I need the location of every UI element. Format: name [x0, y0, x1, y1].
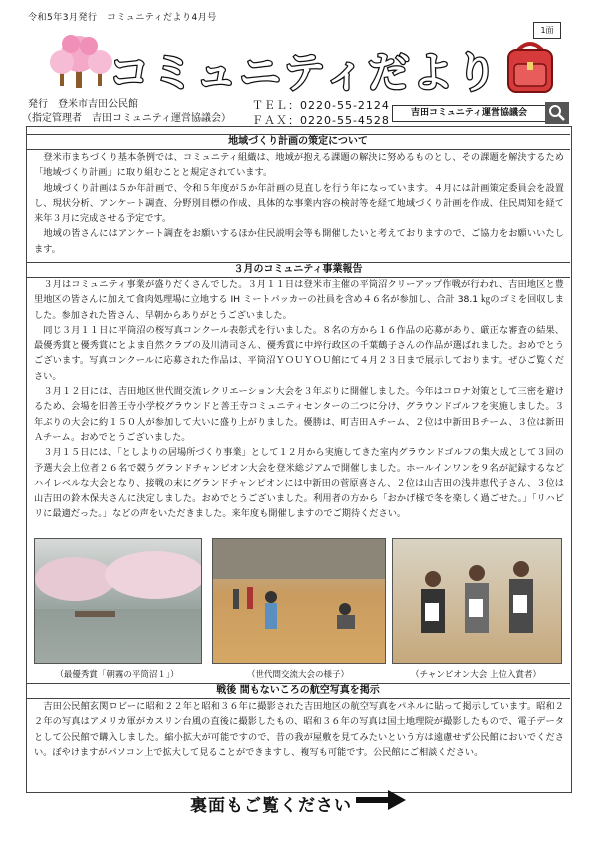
lake-photo: [34, 538, 202, 664]
org-badge: 吉田コミュニティ運営協議会: [392, 105, 546, 122]
search-icon: [545, 102, 569, 124]
gym-photo: [212, 538, 386, 664]
section-body-aerial: [34, 699, 564, 785]
newsletter-title: コミュニティだより: [108, 48, 500, 97]
photo-caption: （チャンピオン大会 上位入賞者）: [411, 670, 541, 680]
paragraph: 地域づくり計画は５か年計画で、令和５年度が５か年計画の見直しを行う年になっています。４月には計画策定委員会を設置し、現状分析、アンケート調査、分野別目標の作成、具体的な事業内容の検討等を経て地域づくり計画を作成、住民周知を経て来年３月に完成させる予定です。: [34, 182, 564, 225]
winners-photo: [392, 538, 562, 664]
cherry-tree-icon: [46, 30, 116, 90]
paragraph: ３月１２日には、吉田地区世代間交流レクリエーション大会を３年ぶりに開催しました。今年はコロナ対策として三密を避けるため、会場を旧善王寺小学校グラウンドと善王寺コミュニティセンターの二つに分け、グラウンドゴルフを実施しました。３年ぶりの大会に約１５０人が参加して大いに盛り上がりました。優勝は、町吉田Ａチーム、２位は中新田Ｂチーム、３位は新田Ａチーム。おめでとうございました。: [34, 386, 564, 443]
see-back-page: 裏面もご覧ください: [190, 796, 352, 816]
publisher-line-1: 発行 登米市吉田公民館: [28, 99, 138, 110]
section-heading-report: ３月のコミュニティ事業報告: [26, 262, 570, 278]
paragraph: ３月１５日には、「としよりの居場所づくり事業」として１２月から実施してきた室内グラウンドゴルフの集大成として３回の予選大会上位者２６名で競うグランドチャンピオン大会を登米総ジアムで開催しました。ホールインワンを９名が記録するなどハイレベルな大会となり、接戦の末にグランドチャンピオンには中新田の菅原喜さん、２位は山吉田の浅井恵代子さん、３位は山吉田の鈴木保夫さんに決定しました。おめでとうございました。利用者の方から「おかげ様で冬を楽しく過ごせた。」「リハビリに最適だった。」などの声をいただきました。来年度も開催しますのでご期待ください。: [34, 447, 564, 520]
paragraph: ３月はコミュニティ事業が盛りだくさんでした。３月１１日は登米市主催の平筒沼クリーアップ作戦が行われ、吉田地区と豊里地区の皆さんに加えて食肉処理場に立地する IH ミートパッカーの社員を含め４６名が参加し、合計 38.1 ㎏のゴミを回収しました。参加された皆さん、早朝からありがとうございました。: [34, 279, 564, 321]
section-heading-plan: 地域づくり計画の策定について: [26, 134, 570, 150]
paragraph: 地域の皆さんにはアンケート調査をお願いするほか住民説明会等も開催したいと考えておりますので、ご協力をお願いいたします。: [34, 228, 564, 255]
section-body-report: [34, 277, 564, 533]
arrow-right-icon: [356, 790, 406, 810]
fax-number: ＦＡＸ：0220-55-4528: [252, 114, 390, 127]
photo-caption: （世代間交流大会の様子）: [246, 670, 349, 680]
page-number-label: 1面: [533, 22, 561, 39]
section-heading-aerial: 戦後 間もないころの航空写真を掲示: [26, 683, 570, 699]
school-bag-icon: [500, 36, 560, 96]
paragraph: 吉田公民館玄関ロビーに昭和２２年と昭和３６年に撮影された吉田地区の航空写真をパネルに貼って掲示しています。昭和２２年の写真はアメリカ軍がカスリン台風の直後に撮影したもの、昭和３６年の写真は国土地理院が撮影したもので、電子データとして公民館で購入しました。縮小拡大が可能ですので、昔の我が屋敷を見てみたいという方は遠慮せず公民館においでください。ぼやけますがパソコン上で拡大して見ることができますし、複写も可能です。公民館にご相談ください。: [34, 701, 564, 758]
section-body-plan: [34, 150, 564, 255]
tel-number: ＴＥＬ：0220-55-2124: [252, 99, 390, 112]
publisher-line-2: （指定管理者 吉田コミュニティ運営協議会）: [22, 113, 231, 124]
issue-line: 令和5年3月発行 コミュニティだより4月号: [28, 13, 217, 23]
paragraph: 登米市まちづくり基本条例では、コミュニティ組織は、地域が抱える課題の解決に努めるものとし、その課題を解決するため「地域づくり計画」に取り組むことと規定されています。: [34, 152, 564, 179]
photo-caption: （最優秀賞「朝霧の平筒沼１」）: [55, 670, 179, 680]
paragraph: 同じ３月１１日に平筒沼の桜写真コンクール表彰式を行いました。８名の方から１６作品の応募があり、厳正な審査の結果、最優秀賞と優秀賞にとよま自然クラブの及川清司さん、優秀賞に中埣行政区の千葉鶴子さんの作品が選ばれました。おめでとうございます。写真コンクールに応募された作品は、平筒沼ＹＯＵＹＯＵ館にて４月２３日まで展示しております。ぜひご覧ください。: [34, 324, 564, 382]
